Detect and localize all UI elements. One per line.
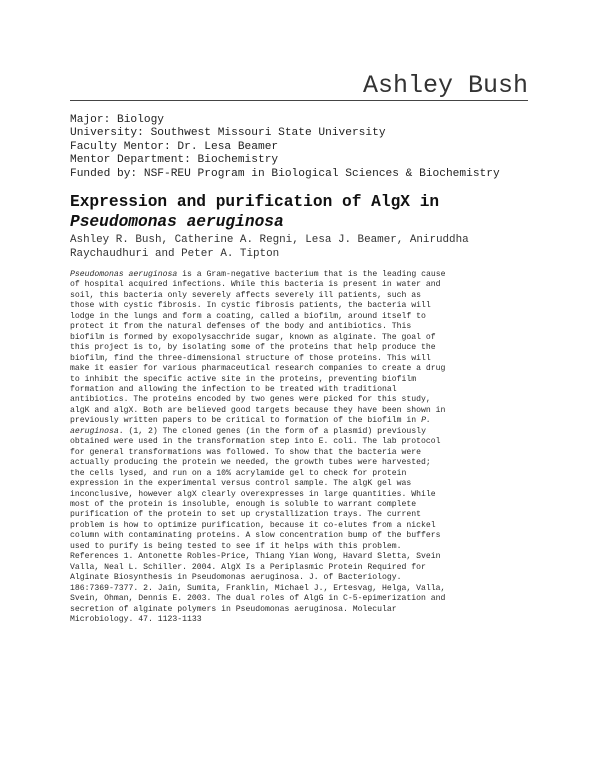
references-line: Alginate Biosynthesis in Pseudomonas aeruginosa. J. of Bacteriology. bbox=[70, 573, 402, 583]
references-line: References 1. Antonette Robles-Price, Thiang Yian Wong, Havard Sletta, Svein bbox=[70, 552, 441, 562]
abstract-body bbox=[70, 270, 532, 625]
abstract-line: expression in the experimental versus control sample. The algK gel was bbox=[70, 479, 412, 489]
species-name-italic: P. bbox=[421, 416, 431, 426]
meta-mentor-department: Mentor Department: Biochemistry bbox=[70, 154, 279, 167]
species-name-italic: aeruginosa bbox=[70, 426, 119, 436]
title-line-2: Pseudomonas aeruginosa bbox=[70, 212, 284, 231]
abstract-line: to inhibit the specific active site in the proteins, preventing biofilm bbox=[70, 374, 417, 384]
abstract-line: formation and allowing the infection to be treated with traditional bbox=[70, 384, 397, 394]
abstract-line: soil, this bacteria only severely affects severely ill patients, such as bbox=[70, 290, 422, 300]
abstract-line: lodge in the lungs and form a coating, called a biofilm, around itself to bbox=[70, 311, 426, 321]
abstract-line: of hospital acquired infections. While this bacteria is present in water and bbox=[70, 280, 441, 290]
references-line: Valla, Neal L. Schiller. 2004. AlgX Is a Periplasmic Protein Required for bbox=[70, 562, 426, 572]
abstract-line bbox=[70, 270, 532, 280]
title-line-1: Expression and purification of AlgX in bbox=[70, 193, 440, 211]
abstract-line: most of the protein is insoluble, enough is soluble to warrant complete bbox=[70, 499, 417, 509]
meta-faculty-mentor: Faculty Mentor: Dr. Lesa Beamer bbox=[70, 140, 279, 153]
references-line: 186:7369-7377. 2. Jain, Sumita, Franklin, Michael J., Ertesvag, Helga, Valla, bbox=[70, 583, 446, 593]
authors-line-1: Ashley R. Bush, Catherine A. Regni, Lesa J. Beamer, Aniruddha bbox=[70, 234, 469, 246]
author-name-header: Ashley Bush bbox=[362, 71, 528, 100]
authors-line-2: Raychaudhuri and Peter A. Tipton bbox=[70, 247, 280, 260]
abstract-text: is a Gram-negative bacterium that is the leading cause bbox=[177, 270, 446, 279]
abstract-line bbox=[70, 427, 532, 437]
meta-funded-by: Funded by: NSF-REU Program in Biological Sciences & Biochemistry bbox=[70, 167, 500, 180]
author-list bbox=[70, 234, 540, 261]
abstract-line: purification of the protein to set up crystallization trays. The current bbox=[70, 510, 422, 520]
abstract-text: . (1, 2) The cloned genes (in the form of a plasmid) previously bbox=[118, 426, 426, 436]
paper-title bbox=[70, 193, 540, 232]
references-line: secretion of alginate polymers in Pseudomonas aeruginosa. Molecular bbox=[70, 604, 397, 614]
meta-major: Major: Biology bbox=[70, 114, 164, 126]
abstract-text: previously written papers to be critical to formation of the biofilm in bbox=[70, 416, 422, 426]
abstract-line: this project is to, by isolating some of the proteins that help produce the bbox=[70, 343, 436, 353]
metadata-block bbox=[70, 114, 500, 181]
abstract-line: column with contaminating proteins. A slow concentration bump of the buffers bbox=[70, 531, 441, 541]
abstract-line: make it easier for various pharmaceutical research companies to create a drug bbox=[70, 364, 446, 374]
abstract-line bbox=[70, 416, 532, 426]
abstract-line: protect it from the natural defenses of the body and antibiotics. This bbox=[70, 322, 412, 332]
abstract-line: inconclusive, however algX clearly overexpresses in large quantities. While bbox=[70, 489, 436, 499]
abstract-line: algK and algX. Both are believed good targets because they have been shown in bbox=[70, 405, 446, 415]
abstract-line: problem is how to optimize purification, because it co-elutes from a nickel bbox=[70, 520, 436, 530]
abstract-line: used to purify is being tested to see if it helps with this problem. bbox=[70, 541, 402, 551]
abstract-line: biofilm is formed by exopolysacchride sugar, known as alginate. The goal of bbox=[70, 332, 436, 342]
abstract-line: the cells lysed, and run on a 10% acrylamide gel to check for protein bbox=[70, 468, 407, 478]
references-line: Microbiology. 47. 1123-1133 bbox=[70, 614, 202, 624]
abstract-line: antibiotics. The proteins encoded by two genes were picked for this study, bbox=[70, 395, 431, 405]
abstract-line: actually producing the protein we needed, the growth tubes were harvested; bbox=[70, 458, 431, 468]
abstract-line: for general transformations was followed. To show that the bacteria were bbox=[70, 447, 422, 457]
abstract-line: those with cystic fibrosis. In cystic fibrosis patients, the bacteria will bbox=[70, 301, 431, 311]
abstract-line: biofilm, find the three-dimensional structure of those proteins. This will bbox=[70, 353, 431, 363]
references-line: Svein, Ohman, Dennis E. 2003. The dual roles of AlgG in C-5-epimerization and bbox=[70, 594, 446, 604]
header-rule bbox=[70, 100, 528, 101]
meta-university: University: Southwest Missouri State University bbox=[70, 127, 386, 140]
species-name-italic: Pseudomonas aeruginosa bbox=[70, 270, 178, 279]
abstract-line: obtained were used in the transformation step into E. coli. The lab protocol bbox=[70, 437, 441, 447]
